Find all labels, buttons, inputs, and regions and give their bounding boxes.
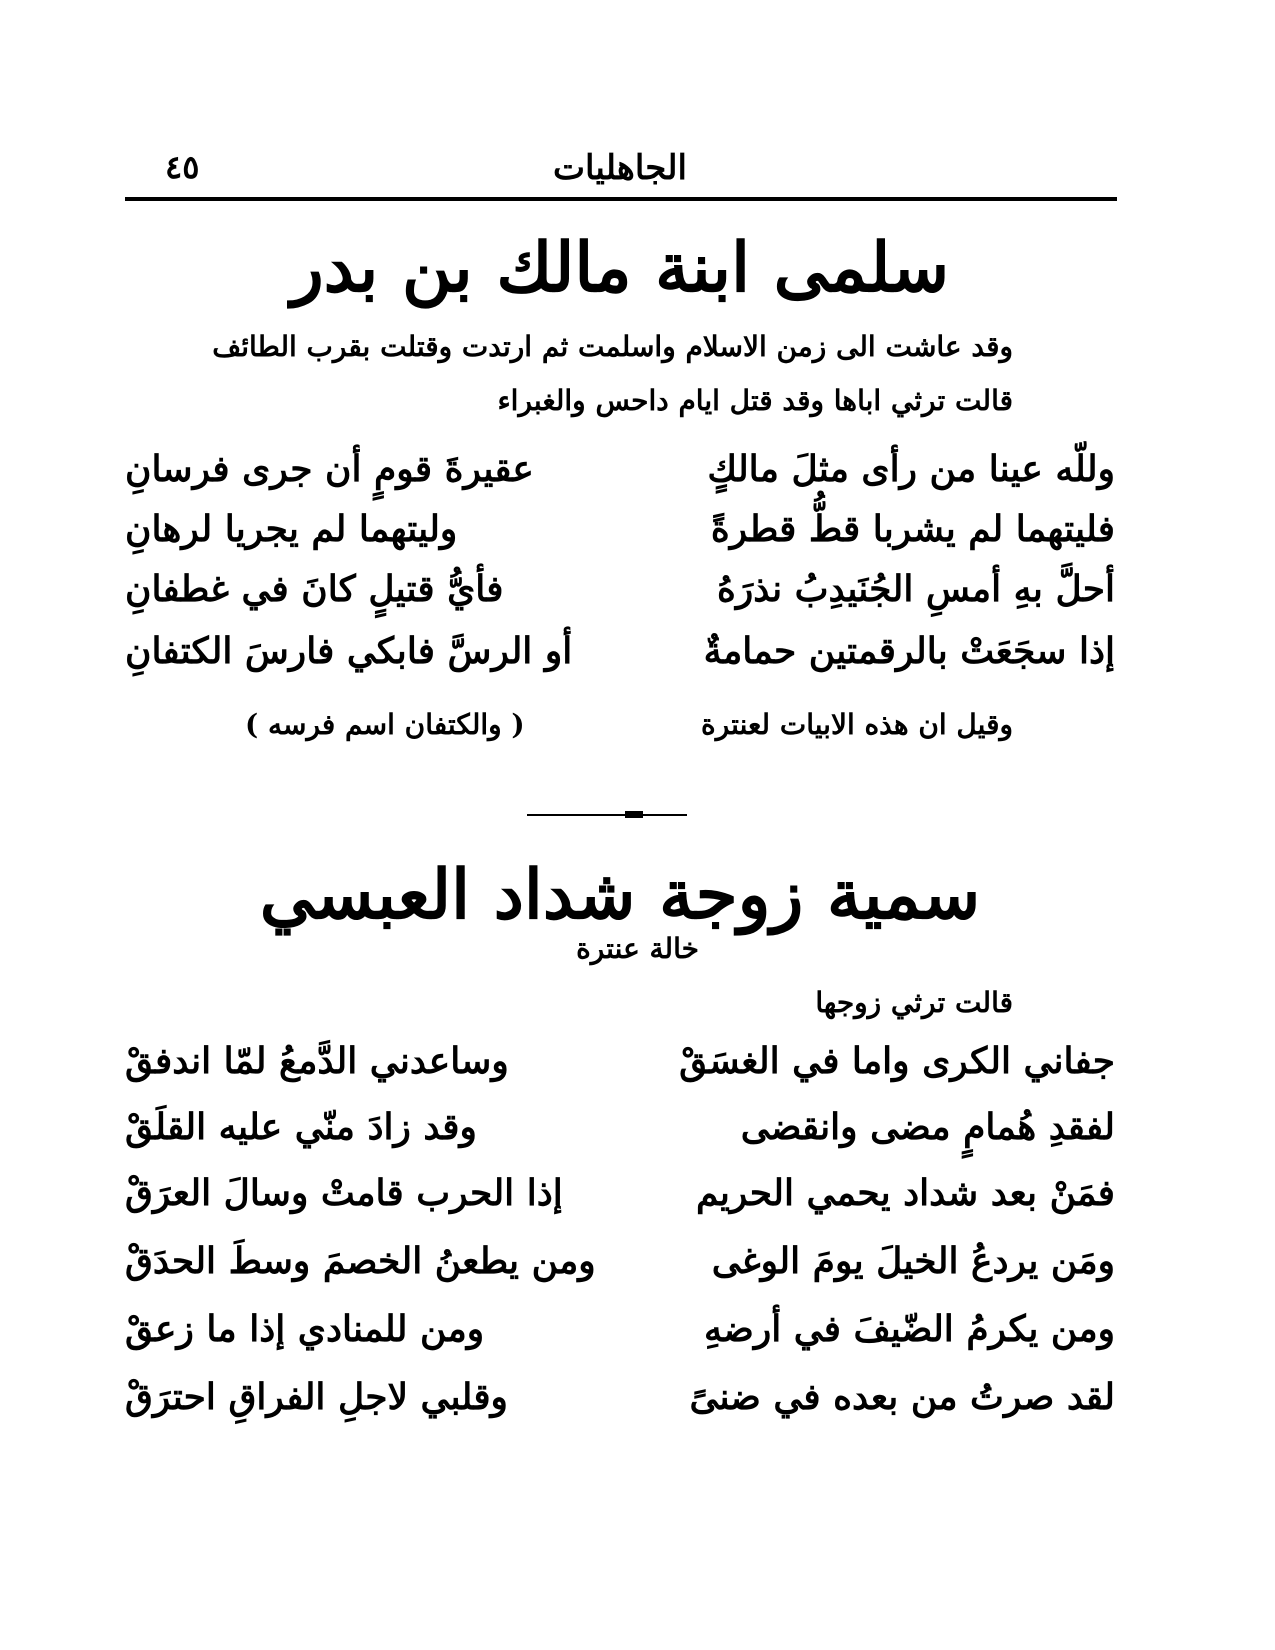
verse-line bbox=[125, 1308, 1115, 1364]
verse-second-hemistich: عقيرةَ قومٍ أن جرى فرسانِ bbox=[125, 448, 534, 490]
page-number: ٤٥ bbox=[165, 148, 200, 186]
verse-line bbox=[125, 1172, 1115, 1228]
section-divider bbox=[527, 814, 687, 816]
verse-second-hemistich: إذا الحرب قامتْ وسالَ العرَقْ bbox=[125, 1172, 563, 1214]
header-rule bbox=[125, 197, 1117, 201]
verse-first-hemistich: أحلَّ بهِ أمسِ الجُنَيدِبُ نذرَهُ bbox=[716, 568, 1115, 610]
verse-second-hemistich: وقلبي لاجلِ الفراقِ احترَقْ bbox=[125, 1376, 508, 1418]
verse-first-hemistich: جفاني الكرى واما في الغسَقْ bbox=[679, 1040, 1115, 1082]
verse-second-hemistich: فأيُّ قتيلٍ كانَ في غطفانِ bbox=[125, 568, 504, 610]
verse-second-hemistich: ومن للمنادي إذا ما زعقْ bbox=[125, 1308, 485, 1350]
occasion-note: قالت ترثي اباها وقد قتل ايام داحس والغبراء bbox=[497, 384, 1013, 417]
verse-second-hemistich: وقد زادَ منّي عليه القلَقْ bbox=[125, 1106, 477, 1148]
verse-line bbox=[125, 1240, 1115, 1296]
running-title: الجاهليات bbox=[553, 148, 687, 188]
subtitle: خالة عنترة bbox=[576, 932, 699, 965]
verse-first-hemistich: لفقدِ هُمامٍ مضى وانقضى bbox=[740, 1106, 1115, 1148]
verse-line bbox=[125, 1376, 1115, 1432]
attribution-note: وقيل ان هذه الابيات لعنترة bbox=[701, 708, 1013, 741]
verse-first-hemistich: ومَن يردعُ الخيلَ يومَ الوغى bbox=[711, 1240, 1115, 1282]
verse-second-hemistich: أو الرسَّ فابكي فارسَ الكتفانِ bbox=[125, 630, 573, 672]
occasion-note: قالت ترثي زوجها bbox=[815, 986, 1013, 1019]
verse-line bbox=[125, 1106, 1115, 1162]
section-title-salma: سلمى ابنة مالك بن بدر bbox=[290, 228, 950, 308]
verse-first-hemistich: ومن يكرمُ الضّيفَ في أرضهِ bbox=[703, 1308, 1115, 1350]
verse-first-hemistich: لقد صرتُ من بعده في ضنىً bbox=[689, 1376, 1115, 1418]
verse-first-hemistich: فليتهما لم يشربا قطُّ قطرةً bbox=[710, 508, 1115, 550]
verse-second-hemistich: وساعدني الدَّمعُ لمّا اندفقْ bbox=[125, 1040, 509, 1082]
verse-line bbox=[125, 1040, 1115, 1096]
verse-first-hemistich: فمَنْ بعد شداد يحمي الحريم bbox=[695, 1172, 1115, 1214]
verse-line bbox=[125, 630, 1115, 686]
verse-first-hemistich: إذا سجَعَتْ بالرقمتين حمامةٌ bbox=[703, 630, 1115, 672]
page-header bbox=[125, 148, 1115, 192]
verse-line bbox=[125, 568, 1115, 624]
verse-line bbox=[125, 508, 1115, 564]
verse-second-hemistich: وليتهما لم يجريا لرهانِ bbox=[125, 508, 458, 550]
divider-ornament bbox=[625, 811, 643, 818]
section-title-sumayya: سمية زوجة شداد العبسي bbox=[259, 855, 981, 935]
verse-first-hemistich: وللّه عينا من رأى مثلَ مالكٍ bbox=[707, 448, 1115, 490]
horse-name-note: ( والكتفان اسم فرسه ) bbox=[245, 708, 525, 741]
verse-second-hemistich: ومن يطعنُ الخصمَ وسطَ الحدَقْ bbox=[125, 1240, 596, 1282]
verse-line bbox=[125, 448, 1115, 504]
biography-note: وقد عاشت الى زمن الاسلام واسلمت ثم ارتدت وقتلت بقرب الطائف bbox=[212, 330, 1013, 363]
